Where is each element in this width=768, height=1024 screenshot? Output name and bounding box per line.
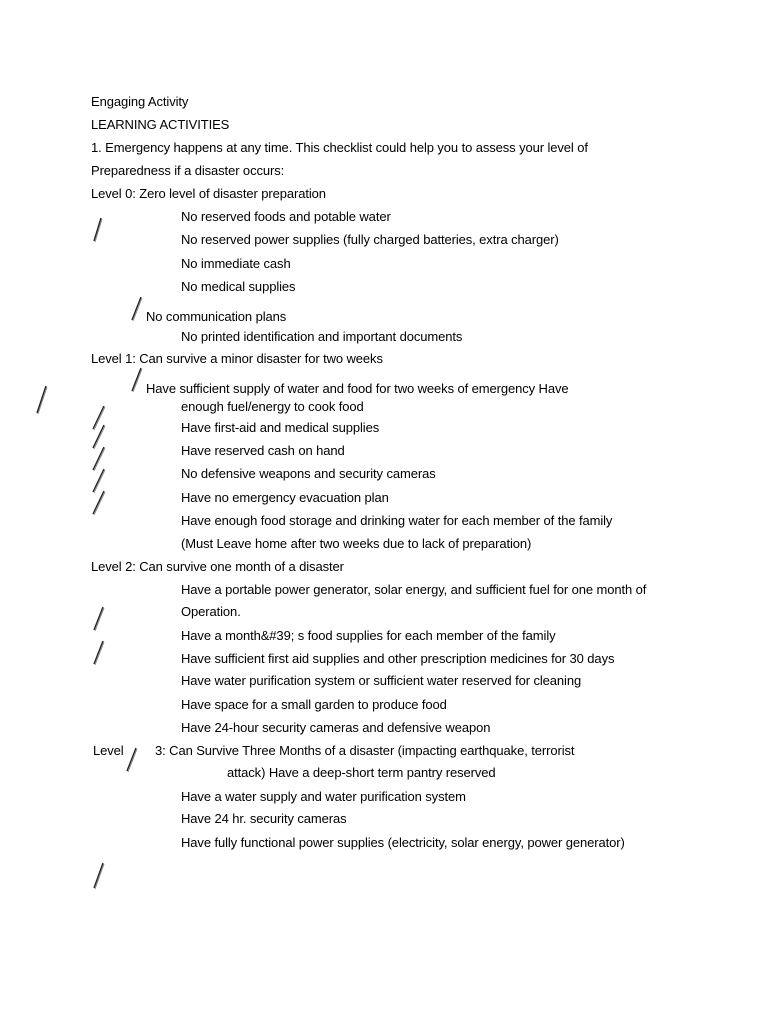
check-mark-icon [92, 490, 98, 516]
check-mark-icon [131, 296, 137, 322]
level-0-title: Level 0: Zero level of disaster preparation [91, 186, 326, 201]
checklist-item: Have a month&#39; s food supplies for each member of the family [181, 628, 556, 643]
level-1-title: Level 1: Can survive a minor disaster for two weeks [91, 351, 383, 366]
checklist-item: Have 24 hr. security cameras [181, 811, 347, 826]
checklist-item: Have sufficient supply of water and food for two weeks of emergency Have [146, 381, 569, 396]
check-mark-icon [36, 385, 42, 411]
checklist-item: Have space for a small garden to produce food [181, 697, 447, 712]
check-mark-icon [92, 405, 98, 431]
checklist-item: No defensive weapons and security cameras [181, 466, 436, 481]
check-mark-icon [92, 424, 98, 450]
checklist-item: No communication plans [146, 309, 287, 324]
level-3-title-continued: attack) Have a deep-short term pantry reserved [227, 765, 496, 780]
checklist-item: Have reserved cash on hand [181, 443, 345, 458]
check-mark-icon [93, 862, 99, 888]
level-3-title-word: Level [93, 743, 124, 758]
check-mark-icon [93, 217, 99, 243]
check-mark-icon [92, 468, 98, 494]
check-mark-icon [93, 640, 99, 666]
document-heading: Engaging Activity [91, 94, 189, 109]
checklist-item: Operation. [181, 604, 241, 619]
checklist-item: enough fuel/energy to cook food [181, 399, 364, 414]
checklist-item: No medical supplies [181, 279, 296, 294]
checklist-item: (Must Leave home after two weeks due to lack of preparation) [181, 536, 532, 551]
checklist-item: No reserved power supplies (fully charged batteries, extra charger) [181, 232, 559, 247]
checklist-item: No immediate cash [181, 256, 291, 271]
checklist-item: Have first-aid and medical supplies [181, 420, 380, 435]
checklist-item: Have a portable power generator, solar energy, and sufficient fuel for one month of [181, 582, 647, 597]
checklist-item: Have a water supply and water purification system [181, 789, 466, 804]
checklist-item: No reserved foods and potable water [181, 209, 391, 224]
intro-line: 1. Emergency happens at any time. This checklist could help you to assess your level of [91, 140, 588, 155]
checklist-item: No printed identification and important documents [181, 329, 463, 344]
checklist-item: Have 24-hour security cameras and defensive weapon [181, 720, 491, 735]
check-mark-icon [92, 446, 98, 472]
check-mark-icon [131, 367, 137, 393]
intro-line: Preparedness if a disaster occurs: [91, 163, 285, 178]
checklist-item: Have sufficient first aid supplies and other prescription medicines for 30 days [181, 651, 615, 666]
level-2-title: Level 2: Can survive one month of a disaster [91, 559, 344, 574]
section-title: LEARNING ACTIVITIES [91, 117, 230, 132]
check-mark-icon [126, 747, 132, 773]
checklist-item: Have fully functional power supplies (electricity, solar energy, power generator) [181, 835, 625, 850]
checklist-item: Have enough food storage and drinking water for each member of the family [181, 513, 613, 528]
level-3-title: 3: Can Survive Three Months of a disaster (impacting earthquake, terrorist [155, 743, 575, 758]
checklist-item: Have no emergency evacuation plan [181, 490, 389, 505]
check-mark-icon [93, 606, 99, 632]
checklist-item: Have water purification system or sufficient water reserved for cleaning [181, 673, 582, 688]
